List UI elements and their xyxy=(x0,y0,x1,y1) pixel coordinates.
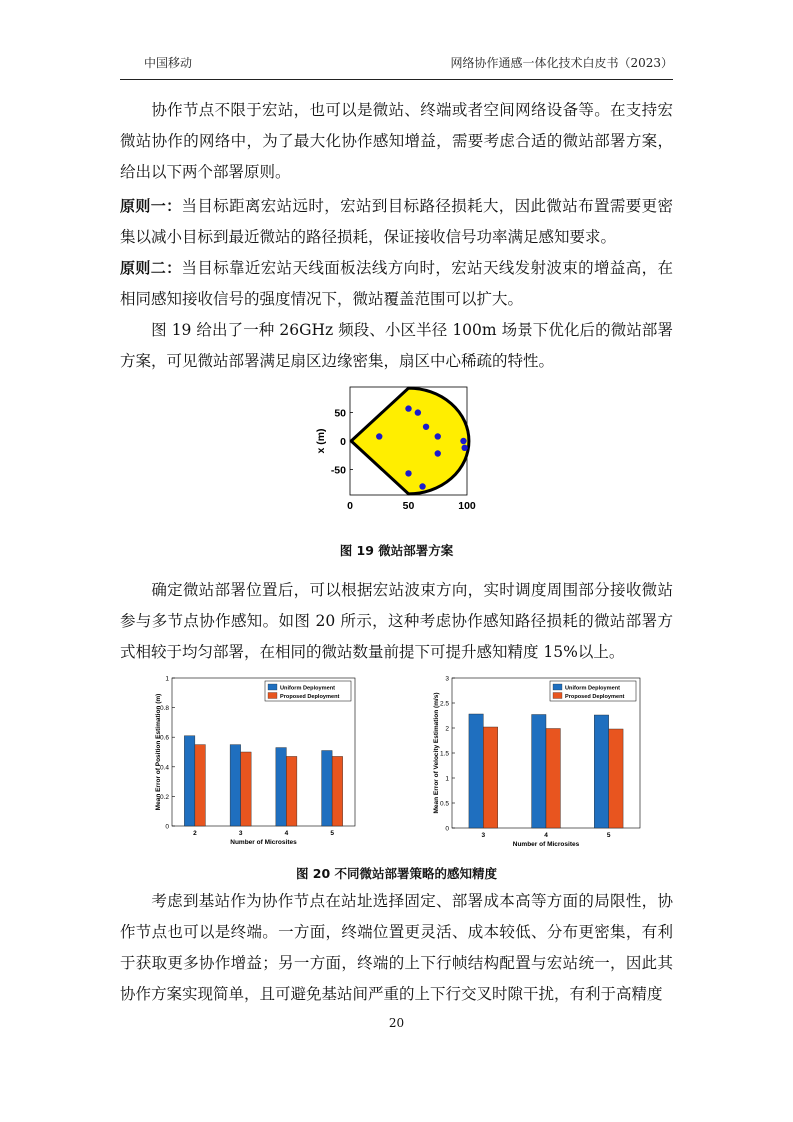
x-tick-label: 100 xyxy=(458,500,476,512)
y-tick-label: 3 xyxy=(445,675,449,683)
paragraph-1: 协作节点不限于宏站，也可以是微站、终端或者空间网络设备等。在支持宏微站协作的网络中，为了最大化协作感知增益，需要考虑合适的微站部署方案，给出以下两个部署原则。 xyxy=(120,101,673,181)
legend-swatch xyxy=(268,693,277,699)
y-tick-label: 0 xyxy=(165,823,169,831)
bar xyxy=(483,727,497,828)
header-right: 网络协作通感一体化技术白皮书（2023） xyxy=(450,56,673,70)
microsite-point xyxy=(461,445,467,451)
x-tick-label: 3 xyxy=(238,830,243,837)
legend-label: Uniform Deployment xyxy=(565,685,621,692)
header-rule xyxy=(120,79,673,80)
y-axis-label: Mean Error of Position Estimation (m) xyxy=(155,693,162,811)
y-tick-label: 0.8 xyxy=(159,705,169,713)
figure-20-caption: 图 20 不同微站部署策略的感知精度 xyxy=(295,866,498,881)
paragraph-5: 确定微站部署位置后，可以根据宏站波束方向，实时调度周围部分接收微站参与多节点协作感知。如图 20 所示，这种考虑协作感知路径损耗的微站部署方式相较于均匀部署，在相同的微站数量前提下可提升感知精度 15%以上。 xyxy=(120,581,673,661)
microsite-point xyxy=(405,405,411,411)
paragraph-principle-2: 原则二：当目标靠近宏站天线面板法线方向时，宏站天线发射波束的增益高，在相同感知接收信号的强度情况下，微站覆盖范围可以扩大。 xyxy=(120,259,673,308)
bar xyxy=(195,745,206,826)
y-tick-label: 1.5 xyxy=(439,750,449,758)
principle-2-label: 原则二： xyxy=(120,259,182,277)
y-axis-label: x (m) xyxy=(315,428,327,454)
microsite-point xyxy=(435,433,441,439)
microsite-point xyxy=(376,433,382,439)
microsite-point xyxy=(435,450,441,456)
x-tick-label: 4 xyxy=(284,830,289,837)
figure-19-caption: 图 19 微站部署方案 xyxy=(339,543,454,558)
paragraph-principle-1: 原则一：当目标距离宏站远时，宏站到目标路径损耗大，因此微站布置需要更密集以减小目标到最近微站的路径损耗，保证接收信号功率满足感知要求。 xyxy=(120,197,673,246)
figure-20-position-error-chart xyxy=(150,672,365,852)
figure-20-velocity-error-chart xyxy=(428,672,650,852)
bar xyxy=(594,715,608,828)
page-number: 20 xyxy=(388,1016,405,1030)
y-tick-label: 0 xyxy=(340,436,346,448)
bar xyxy=(532,715,546,829)
microsite-point xyxy=(423,424,429,430)
x-tick-label: 5 xyxy=(606,832,611,839)
microsite-point xyxy=(460,438,466,444)
x-tick-label: 3 xyxy=(481,832,486,839)
paragraph-4: 图 19 给出了一种 26GHz 频段、小区半径 100m 场景下优化后的微站部署方案，可见微站部署满足扇区边缘密集，扇区中心稀疏的特性。 xyxy=(120,321,673,370)
legend-label: Uniform Deployment xyxy=(280,685,336,692)
legend-swatch xyxy=(268,684,277,690)
page-header xyxy=(120,54,673,76)
bar xyxy=(332,756,343,826)
bar xyxy=(609,729,623,828)
legend-label: Proposed Deployment xyxy=(565,694,625,700)
microsite-point xyxy=(419,483,425,489)
bar xyxy=(286,756,297,826)
y-tick-label: 0.4 xyxy=(159,764,169,772)
x-axis-label: Number of Microsites xyxy=(512,841,580,848)
legend-swatch xyxy=(553,693,562,699)
x-tick-label: 4 xyxy=(544,832,548,839)
y-tick-label: 2 xyxy=(445,725,449,733)
y-tick-label: -50 xyxy=(330,464,346,477)
header-left: 中国移动 xyxy=(144,56,193,70)
y-tick-label: 1 xyxy=(445,775,449,783)
y-tick-label: 2.5 xyxy=(439,700,449,708)
principle-1-label: 原则一： xyxy=(120,197,182,215)
bar xyxy=(322,751,333,826)
y-tick-label: 0.6 xyxy=(159,734,169,742)
y-tick-label: 0.5 xyxy=(439,800,449,808)
bar xyxy=(546,729,560,829)
y-tick-label: 50 xyxy=(334,407,346,420)
x-tick-label: 0 xyxy=(347,500,353,512)
y-tick-label: 0.2 xyxy=(159,793,169,801)
x-tick-label: 5 xyxy=(330,830,334,837)
x-axis-label: Number of Microsites xyxy=(230,839,297,846)
y-tick-label: 0 xyxy=(445,825,449,833)
microsite-point xyxy=(405,470,411,476)
bar xyxy=(469,714,483,828)
paragraph-6: 考虑到基站作为协作节点在站址选择固定、部署成本高等方面的局限性，协作节点也可以是终端。一方面，终端位置更灵活、成本较低、分布更密集，有利于获取更多协作增益；另一方面，终端的上下行帧结构配置与宏站统一，因此其协作方案实现简单，且可避免基站间严重的上下行交叉时隙干扰，有利于高精度 xyxy=(120,892,673,1003)
figure-19-deployment-plot xyxy=(310,382,480,514)
microsite-point xyxy=(415,409,421,415)
bar xyxy=(241,752,252,826)
bar xyxy=(276,748,287,826)
legend-label: Proposed Deployment xyxy=(280,694,340,700)
legend-swatch xyxy=(553,684,562,690)
y-axis-label: Mean Error of Velocity Estimation (m/s) xyxy=(433,692,440,814)
bar xyxy=(184,736,195,826)
x-tick-label: 2 xyxy=(193,830,197,837)
y-tick-label: 1 xyxy=(165,675,169,683)
x-tick-label: 50 xyxy=(402,500,415,512)
bar xyxy=(230,745,241,826)
